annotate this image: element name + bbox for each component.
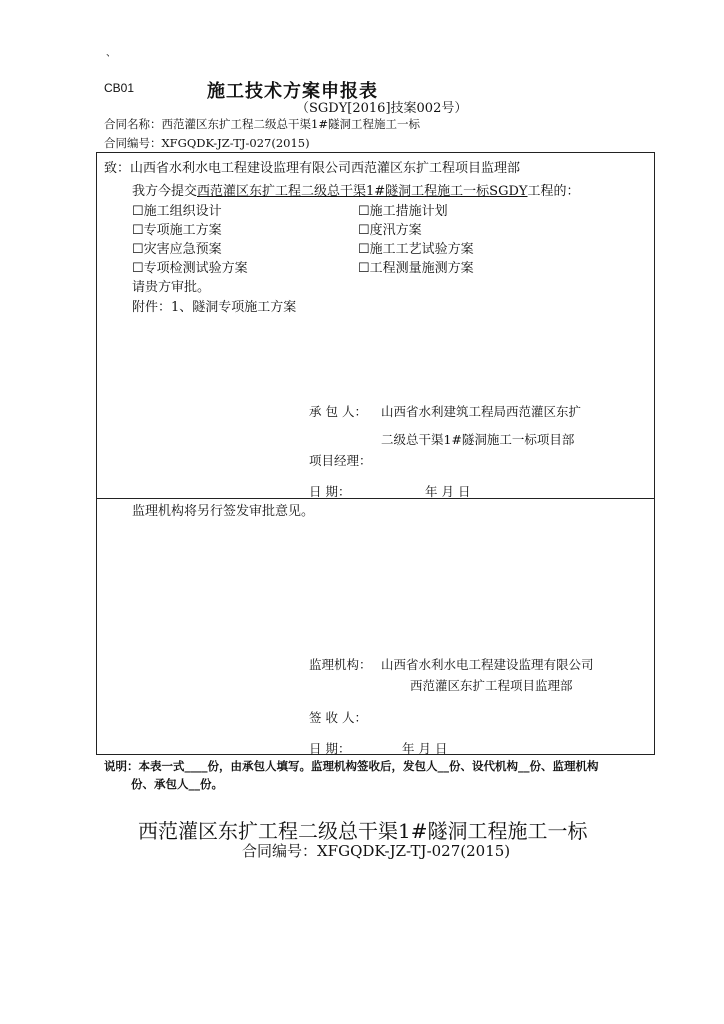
checkbox-icon[interactable]: ☐	[358, 204, 370, 219]
approval-request: 请贵方审批。	[132, 280, 211, 295]
checkbox-icon[interactable]: ☐	[132, 242, 144, 257]
project-manager-label: 项目经理：	[309, 453, 372, 468]
option-label: 施工工艺试验方案	[369, 242, 474, 257]
option-emergency-plan[interactable]	[132, 238, 222, 257]
note-line-1: 说明：本表一式____份，由承包人填写。监理机构签收后，发包人__份、设代机构__份、监理机构	[104, 759, 599, 773]
option-label: 灾害应急预案	[143, 242, 222, 257]
option-label: 施工组织设计	[143, 204, 222, 219]
checkbox-icon[interactable]: ☐	[132, 261, 144, 276]
option-survey-plan[interactable]	[358, 257, 474, 276]
attachment-line: 附件：1、隧洞专项施工方案	[132, 300, 297, 315]
stray-mark: 、	[106, 48, 116, 59]
contract-number: 合同编号：XFGQDK-JZ-TJ-027(2015)	[104, 136, 310, 150]
footer-contract-number: 合同编号：XFGQDK-JZ-TJ-027(2015)	[242, 842, 511, 860]
option-construction-measures[interactable]	[358, 200, 448, 219]
contractor-name-line1: 山西省水利建筑工程局西范灌区东扩	[381, 404, 582, 419]
option-construction-design[interactable]	[132, 200, 222, 219]
option-process-test[interactable]	[358, 238, 474, 257]
checkbox-icon[interactable]: ☐	[358, 223, 370, 238]
section-divider	[96, 498, 655, 499]
submission-project: 西范灌区东扩工程二级总干渠1#隧洞工程施工一标SGDY	[197, 184, 528, 199]
option-label: 施工措施计划	[369, 204, 448, 219]
option-label: 专项施工方案	[143, 223, 222, 238]
supervisor-label: 监理机构：	[309, 657, 372, 672]
supervision-note: 监理机构将另行签发审批意见。	[132, 504, 315, 519]
addressee-line: 致：山西省水利水电工程建设监理有限公司西范灌区东扩工程项目监理部	[104, 161, 521, 176]
submission-prefix: 我方今提交	[132, 184, 198, 199]
supervisor-name-line2: 西范灌区东扩工程项目监理部	[410, 678, 573, 693]
document-number: （SGDY[2016]技案002号）	[296, 101, 468, 116]
option-label: 工程测量施测方案	[369, 261, 474, 276]
option-label: 专项检测试验方案	[143, 261, 248, 276]
checkbox-icon[interactable]: ☐	[132, 223, 144, 238]
checkbox-icon[interactable]: ☐	[358, 242, 370, 257]
checkbox-icon[interactable]: ☐	[358, 261, 370, 276]
option-inspection-test[interactable]	[132, 257, 248, 276]
supervisor-name-line1: 山西省水利水电工程建设监理有限公司	[381, 657, 594, 672]
note-line-2: 份、承包人__份。	[131, 777, 223, 791]
form-code: CB01	[104, 81, 135, 95]
checkbox-icon[interactable]: ☐	[132, 204, 144, 219]
page-title: 施工技术方案申报表	[207, 81, 378, 102]
footer-project-title: 西范灌区东扩工程二级总干渠1#隧洞工程施工一标	[138, 819, 588, 843]
supervisor-date-value: 年 月 日	[402, 741, 448, 756]
option-flood-plan[interactable]	[358, 219, 422, 238]
supervisor-date-label: 日 期：	[309, 741, 351, 756]
option-label: 度汛方案	[369, 223, 422, 238]
contractor-name-line2: 二级总干渠1#隧洞施工一标项目部	[381, 432, 575, 447]
submission-statement	[132, 180, 580, 199]
contractor-label: 承 包 人：	[309, 404, 367, 419]
contract-name: 合同名称：西范灌区东扩工程二级总干渠1#隧洞工程施工一标	[104, 117, 420, 131]
contractor-date-value: 年 月 日	[425, 484, 471, 499]
option-special-construction[interactable]	[132, 219, 222, 238]
submission-suffix: 工程的：	[527, 184, 580, 199]
contractor-date-label: 日 期：	[309, 484, 351, 499]
receiver-label: 签 收 人：	[309, 710, 367, 725]
